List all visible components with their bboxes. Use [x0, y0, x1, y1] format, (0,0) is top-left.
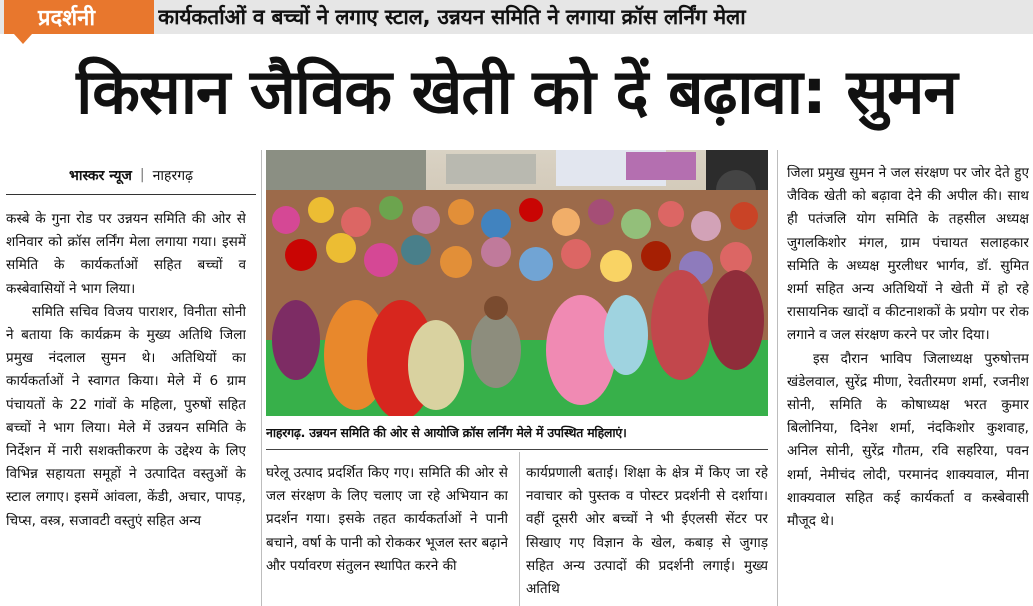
article-paragraph: समिति सचिव विजय पाराशर, विनीता सोनी ने बताया कि कार्यक्रम के मुख्य अतिथि जिला प्रमुख नंदलाल सुमन थे। अतिथियों का कार्यकर्ताओं ने स्वागत किया। मेले में 6 ग्राम पंचायतों के 22 गांवों के महिला, पुरुषों सहित बच्चों ने भाग लिया। मेले में उन्नयन समिति के निर्देशन में नारी सशक्तीकरण के उद्देश्य के लिए विभिन्न सहायता समूहों ने उत्पादित वस्तुओं के स्टाल लगाए। इसमें आंवला, केंडी, अचार, पापड़, चिप्स, वस्त्र, सजावटी वस्तुएं सहित अन्य — [6, 303, 246, 529]
headline: किसान जैविक खेती को दें बढ़ावा: सुमन — [76, 55, 957, 128]
byline — [6, 160, 256, 190]
column-rule-1 — [261, 150, 262, 606]
section-tag: प्रदर्शनी — [4, 0, 154, 34]
article-column-1 — [6, 208, 246, 606]
column-rule-2 — [519, 452, 520, 606]
photo-caption: नाहरगढ़. उन्नयन समिति की ओर से आयोजि क्रॉस लर्निंग मेले में उपस्थित महिलाएं। — [266, 424, 627, 440]
article-column-4 — [787, 162, 1029, 606]
caption-rule — [266, 449, 768, 450]
byline-agency: भास्कर न्यूज — [69, 167, 132, 184]
article-paragraph: जिला प्रमुख सुमन ने जल संरक्षण पर जोर देते हुए जैविक खेती को बढ़ावा देने की अपील की। साथ ही पतंजलि योग समिति के तहसील अध्यक्ष जुगलकिशोर मंगल, ग्राम पंचायत सलाहकार समिति के अध्यक्ष मुरलीधर भार्गव, डॉ. सुमित शर्मा सहित अन्य अतिथियों ने खेती में हो रहे रासायनिक खादों व कीटनाशकों के प्रयोग पर रोक लगाने व जल संरक्षण करने पर जोर दिया। — [787, 165, 1029, 344]
news-photo — [266, 150, 768, 416]
article-paragraph: घरेलू उत्पाद प्रदर्शित किए गए। समिति की ओर से जल संरक्षण के लिए चलाए जा रहे अभियान का प्रदर्शन गया। इसके तहत कार्यकर्ताओं ने पानी बचाने, वर्षा के पानी को रोककर भूजल स्तर बढ़ाने और पर्यावरण संतुलन स्थापित करने की — [266, 465, 508, 574]
kicker-line: कार्यकर्ताओं व बच्चों ने लगाए स्टाल, उन्नयन समिति ने लगाया क्रॉस लर्निंग मेला — [158, 5, 746, 29]
byline-separator: | — [139, 167, 145, 183]
article-paragraph: कार्यप्रणाली बताई। शिक्षा के क्षेत्र में किए जा रहे नवाचार को पुस्तक व पोस्टर प्रदर्शनी से दर्शाया। वहीं दूसरी ओर बच्चों ने भी ईएलसी सेंटर पर सिखाए गए विज्ञान के खेल, कबाड़ से जुगाड़ सहित अन्य उत्पादों की प्रदर्शनी लगाई। मुख्य अतिथि — [526, 465, 768, 598]
byline-place: नाहरगढ़ — [152, 167, 193, 184]
article-paragraph: इस दौरान भाविप जिलाध्यक्ष पुरुषोत्तम खंडेलवाल, सुरेंद्र मीणा, रेवतीरमण शर्मा, रजनीश सोनी, समिति के कोषाध्यक्ष भरत कुमार बिलोनिया, दिनेश शर्मा, नंदकिशोर कुशवाह, अनिल सोनी, सुरेंद्र गौतम, रवि सहरिया, पवन शर्मा, नेमीचंद लोदी, परमानंद शाक्यवाल, मीना शाक्यवाल सहित कई कार्यकर्ता व कस्बेवासी मौजूद थे। — [787, 350, 1029, 530]
article-paragraph: कस्बे के गुना रोड पर उन्नयन समिति की ओर से शनिवार को क्रॉस लर्निंग मेला लगाया गया। इसमें समिति के कार्यकर्ताओं सहित बच्चों व कस्बेवासियों ने भाग लिया। — [6, 211, 246, 297]
article-column-3 — [526, 462, 768, 606]
byline-rule — [6, 194, 256, 195]
article-column-2 — [266, 462, 508, 606]
crowd-photo-illustration — [266, 150, 768, 416]
column-rule-3 — [777, 150, 778, 606]
